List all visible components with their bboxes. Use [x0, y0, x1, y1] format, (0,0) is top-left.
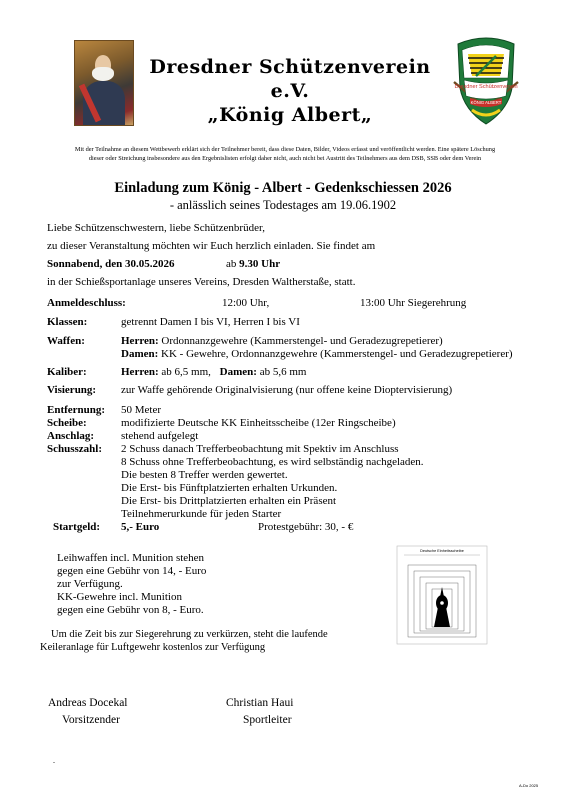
club-name-line1: Dresdner Schützenverein e.V. — [149, 56, 431, 102]
event-date: Sonnabend, den 30.05.2026 — [47, 258, 175, 270]
kaliber-label: Kaliber: — [47, 366, 87, 378]
kaliber-value — [121, 366, 306, 379]
startgeld-label: Startgeld: — [53, 521, 101, 533]
disclaimer-line2: dieser oder Streichung insbesondere aus den Ergebnislisten erfolgt daher nicht, auch nicht bei Austritt des Teilnehmers aus dem DSB, SSB oder dem Verein — [88, 154, 482, 162]
siegerehrung-time: 13:00 Uhr Siegerehrung — [360, 297, 467, 309]
kaliber-herren-value: ab 6,5 mm, — [161, 366, 211, 378]
schusszahl-line: Die Erst- bis Drittplatzierten erhalten ein Präsent — [121, 495, 337, 507]
schusszahl-line: Teilnehmerurkunde für jeden Starter — [121, 508, 282, 520]
scheibe-value: modifizierte Deutsche KK Einheitsscheibe (12er Ringscheibe) — [121, 417, 396, 429]
rental-line: Leihwaffen incl. Munition stehen — [57, 552, 205, 564]
privacy-disclaimer — [50, 146, 520, 163]
rental-line: gegen eine Gebühr von 14, - Euro — [57, 565, 207, 577]
waffen-damen — [121, 348, 513, 361]
rental-line: zur Verfügung. — [57, 578, 123, 590]
event-location: in der Schießsportanlage unseres Vereins, Dresden Waltherstaße, statt. — [47, 276, 356, 288]
rental-line: KK-Gewehre incl. Munition — [57, 591, 182, 603]
intro-text: zu dieser Veranstaltung möchten wir Euch herzlich einladen. Sie findet am — [47, 240, 376, 252]
anmeldeschluss-label: Anmeldeschluss: — [47, 297, 126, 309]
event-time — [226, 258, 280, 271]
entfernung-label: Entfernung: — [47, 404, 106, 416]
greeting: Liebe Schützenschwestern, liebe Schützenbrüder, — [47, 222, 265, 234]
signature-left-role: Vorsitzender — [62, 714, 120, 726]
footer-dot: . — [53, 756, 55, 765]
airgun-line1: Um die Zeit bis zur Siegerehrung zu verkürzen, steht die laufende — [51, 629, 328, 640]
signature-right-role: Sportleiter — [243, 714, 292, 726]
kaliber-herren-label: Herren: — [121, 366, 159, 378]
invitation-subtitle: - anlässlich seines Todestages am 19.06.1902 — [169, 198, 397, 212]
footer-code: A-Dо 2025 — [519, 783, 539, 788]
target-image — [396, 545, 488, 645]
entfernung-value: 50 Meter — [121, 404, 162, 416]
club-name-line2: „König Albert„ — [207, 103, 373, 126]
schusszahl-line: Die besten 8 Treffer werden gewertet. — [121, 469, 288, 481]
schusszahl-line: 8 Schuss ohne Trefferbeobachtung, es wird selbständig nachgeladen. — [121, 456, 424, 468]
anschlag-label: Anschlag: — [47, 430, 95, 442]
anschlag-value: stehend aufgelegt — [121, 430, 199, 442]
anmeldeschluss-value: 12:00 Uhr, — [222, 297, 270, 309]
scheibe-label: Scheibe: — [47, 417, 87, 429]
signature-left-name: Andreas Docekal — [48, 697, 128, 709]
target-icon — [396, 545, 488, 645]
portrait-image — [74, 40, 134, 126]
protest-fee: Protestgebühr: 30, - € — [258, 521, 354, 533]
airgun-line2: Keileranlage für Luftgewehr kostenlos zur Verfügung — [40, 642, 266, 653]
club-crest-logo — [448, 36, 524, 128]
waffen-herren-value: Ordonnanzgewehre (Kammerstengel- und Geradezugrepetierer) — [161, 335, 443, 347]
waffen-herren — [121, 335, 443, 348]
signature-right-name: Christian Haui — [226, 697, 294, 709]
kaliber-damen-label: Damen: — [219, 366, 257, 378]
logo-subtext: KÖNIG ALBERT — [470, 100, 502, 105]
visierung-label: Visierung: — [47, 384, 97, 396]
logo-text: Dresdner Schützenverein — [454, 84, 518, 90]
schusszahl-line: 2 Schuss danach Trefferbeobachtung mit Spektiv im Anschluss — [121, 443, 399, 455]
rental-line: gegen eine Gebühr von 8, - Euro. — [57, 604, 204, 616]
time-prefix: ab — [226, 258, 237, 270]
disclaimer-line1: Mit der Teilnahme an diesem Wettbewerb erklärt sich der Teilnehmer bereit, dass diese Daten, Bilder, Videos erfasst und veröffentlicht werden. Eine spätere Löschung — [74, 146, 496, 153]
schusszahl-line: Die Erst- bis Fünftplatzierten erhalten Urkunden. — [121, 482, 338, 494]
invitation-title: Einladung zum König - Albert - Gedenkschiessen 2026 — [114, 180, 452, 196]
club-title — [140, 56, 440, 127]
waffen-damen-label: Damen: — [121, 348, 159, 360]
time-value: 9.30 Uhr — [239, 258, 281, 270]
klassen-label: Klassen: — [47, 316, 88, 328]
waffen-label: Waffen: — [47, 335, 85, 347]
kaliber-damen-value: ab 5,6 mm — [259, 366, 307, 378]
startgeld-value: 5,- Euro — [121, 521, 160, 533]
waffen-damen-value: KK - Gewehre, Ordonnanzgewehre (Kammerstengel- und Geradezugrepetierer) — [161, 348, 513, 360]
target-caption: Deutsche Einheitsscheibe — [420, 549, 464, 553]
waffen-herren-label: Herren: — [121, 335, 159, 347]
schusszahl-label: Schusszahl: — [47, 443, 103, 455]
visierung-value: zur Waffe gehörende Originalvisierung (nur offene keine Dioptervisierung) — [121, 384, 453, 396]
klassen-value: getrennt Damen I bis VI, Herren I bis VI — [121, 316, 300, 328]
